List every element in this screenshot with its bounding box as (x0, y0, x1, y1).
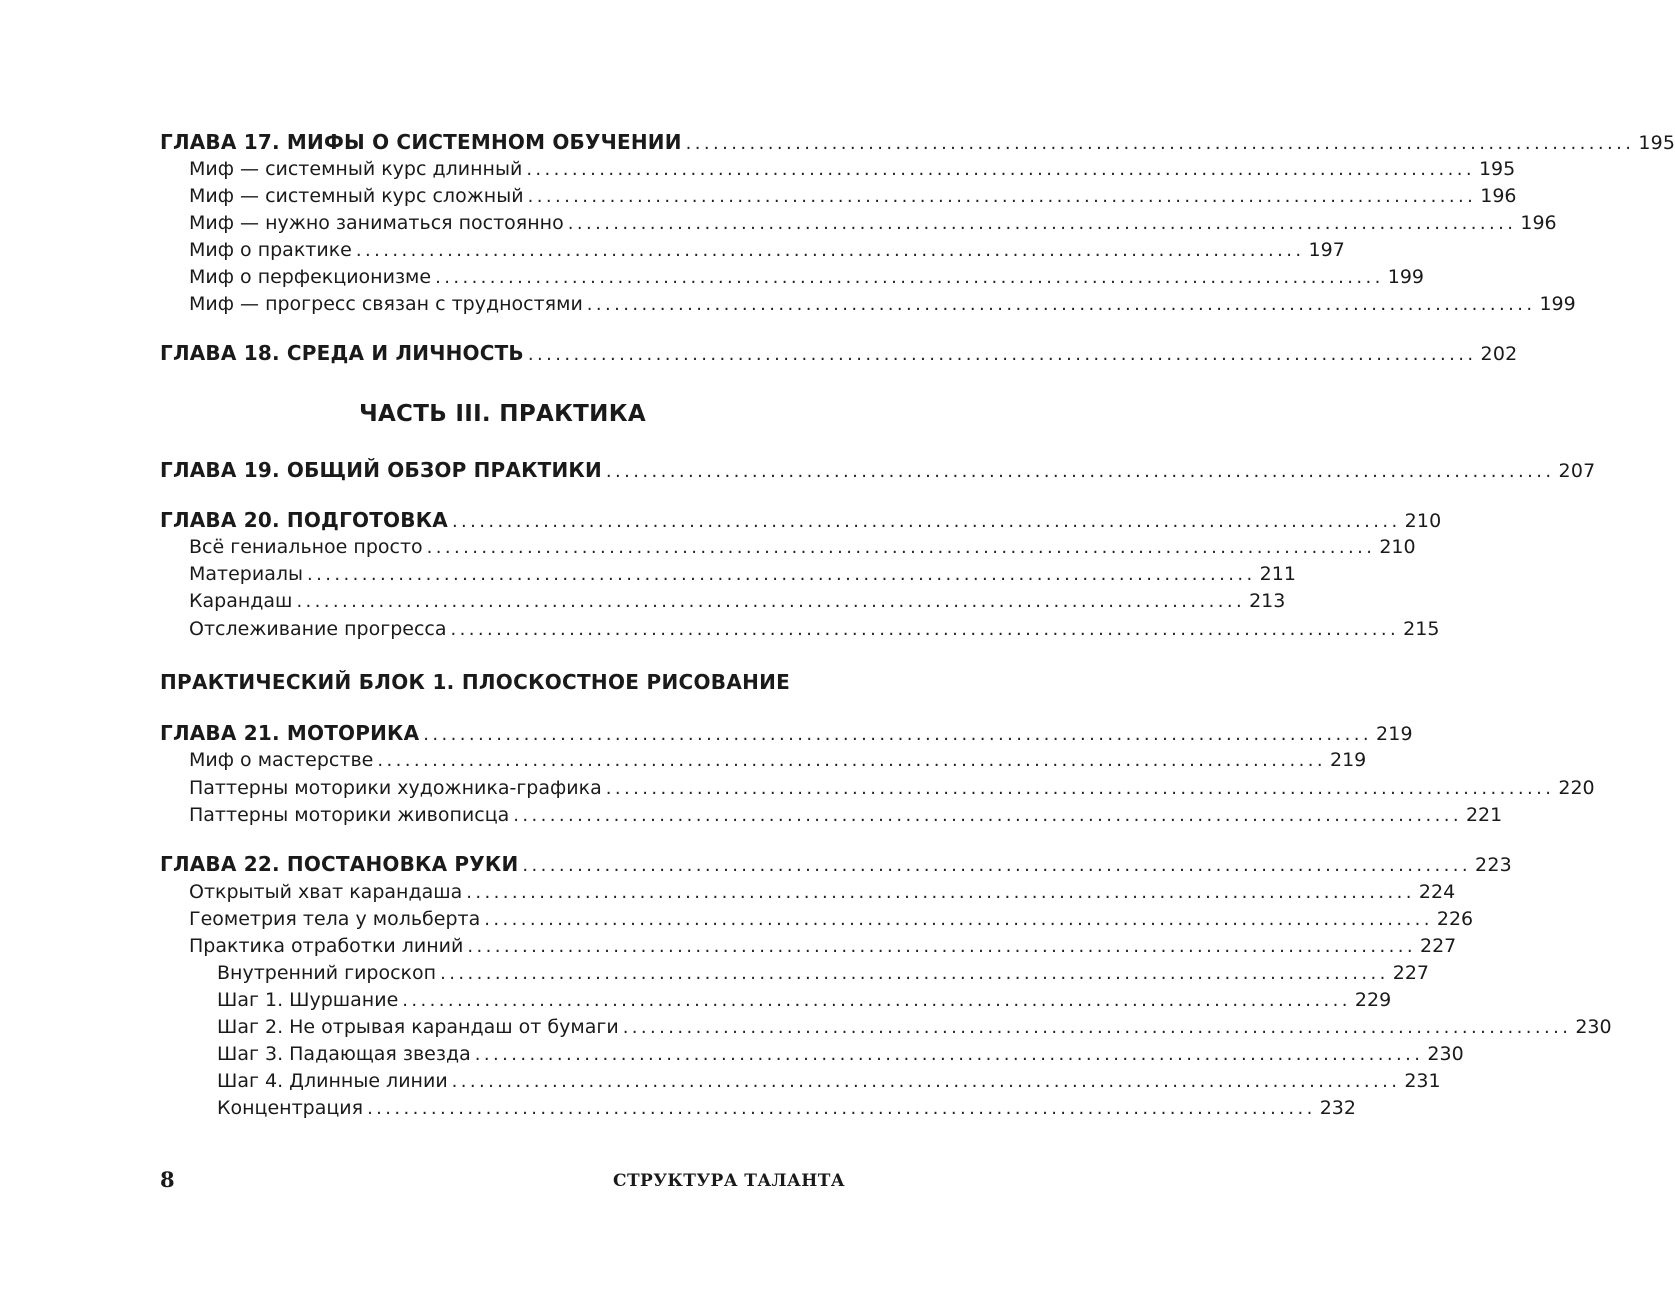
footer-page-number: 8 (160, 1167, 175, 1192)
leader-dots: ........................................................................................................ (467, 936, 1416, 957)
leader-dots: ........................................................................................................ (526, 159, 1475, 180)
toc-title: ГЛАВА 22. ПОСТАНОВКА РУКИ (160, 852, 519, 876)
leader-dots: ........................................................................................................ (355, 240, 1305, 261)
toc-title: Карандаш (189, 590, 293, 612)
toc-page-number: 232 (1319, 1097, 1356, 1119)
toc-title: Миф — системный курс длинный (189, 158, 523, 180)
toc-title: Практика отработки линий (189, 935, 464, 957)
toc-title: Шаг 1. Шуршание (217, 989, 399, 1011)
toc-entry[interactable] (160, 235, 1345, 265)
toc-page-number: 197 (1308, 239, 1345, 261)
toc-subentry[interactable] (160, 1039, 1464, 1069)
toc-title: Паттерны моторики художника-графика (189, 777, 602, 799)
toc-title: Паттерны моторики живописца (189, 804, 510, 826)
toc-title: Концентрация (217, 1097, 364, 1119)
toc-page-number: 196 (1520, 212, 1557, 234)
toc-chapter-20[interactable] (160, 505, 1442, 535)
toc-page-number: 199 (1387, 266, 1424, 288)
leader-dots: ........................................................................................................ (423, 724, 1372, 745)
toc-page-number: 230 (1427, 1043, 1464, 1065)
toc-title: Миф о перфекционизме (189, 266, 432, 288)
leader-dots: ........................................................................................................ (567, 213, 1517, 234)
toc-entry[interactable] (160, 289, 1576, 319)
block-heading: ПРАКТИЧЕСКИЙ БЛОК 1. ПЛОСКОСТНОЕ РИСОВАНИЕ (160, 670, 791, 694)
toc-entry[interactable] (160, 877, 1456, 907)
leader-dots: ........................................................................................................ (307, 564, 1256, 585)
toc-entry[interactable] (160, 745, 1367, 775)
toc-entry[interactable] (160, 773, 1595, 803)
toc-entry[interactable] (160, 262, 1424, 292)
toc-page-number: 196 (1480, 185, 1517, 207)
leader-dots: ........................................................................................................ (527, 344, 1477, 365)
toc-entry[interactable] (160, 559, 1296, 589)
toc-entry[interactable] (160, 614, 1440, 644)
toc-title: Миф о практике (189, 239, 352, 261)
leader-dots: ........................................................................................................ (451, 511, 1401, 532)
toc-page-number: 223 (1475, 854, 1512, 876)
toc-page-number: 211 (1259, 563, 1296, 585)
leader-dots: ........................................................................................................ (377, 750, 1326, 771)
toc-entry[interactable] (160, 904, 1474, 934)
toc-page-number: 210 (1379, 536, 1416, 558)
toc-page-number: 202 (1480, 343, 1518, 365)
toc-page-number: 221 (1465, 804, 1503, 826)
toc-subentry[interactable] (160, 985, 1392, 1015)
leader-dots: ........................................................................................................ (466, 882, 1415, 903)
toc-chapter-19[interactable] (160, 455, 1596, 485)
toc-subentry[interactable] (160, 958, 1430, 988)
toc-entry[interactable] (160, 931, 1457, 961)
toc-title: Шаг 2. Не отрывая карандаш от бумаги (217, 1016, 619, 1038)
toc-title: ГЛАВА 21. МОТОРИКА (160, 721, 420, 745)
page-footer (160, 1167, 845, 1197)
toc-title: ГЛАВА 18. СРЕДА И ЛИЧНОСТЬ (160, 341, 524, 365)
leader-dots: ........................................................................................................ (522, 855, 1472, 876)
toc-page-number: 207 (1558, 460, 1596, 482)
toc-page-number: 226 (1436, 908, 1474, 930)
leader-dots: ........................................................................................................ (527, 186, 1477, 207)
toc-entry[interactable] (160, 181, 1517, 211)
leader-dots: ........................................................................................................ (605, 778, 1555, 799)
toc-title: Миф — системный курс сложный (189, 185, 524, 207)
toc-page-number: 227 (1392, 962, 1430, 984)
toc-title: Геометрия тела у мольберта (189, 908, 481, 930)
toc-page-number: 224 (1418, 881, 1456, 903)
leader-dots: ........................................................................................................ (296, 591, 1246, 612)
leader-dots: ........................................................................................................ (367, 1098, 1316, 1119)
toc-page-number: 230 (1575, 1016, 1612, 1038)
leader-dots: ........................................................................................................ (484, 909, 1433, 930)
footer-book-title: СТРУКТУРА ТАЛАНТА (613, 1171, 845, 1191)
leader-dots: ........................................................................................................ (450, 619, 1400, 640)
leader-dots: ........................................................................................................ (474, 1044, 1424, 1065)
toc-page-number: 199 (1539, 293, 1576, 315)
toc-page-number: 215 (1403, 618, 1440, 640)
toc-title: Материалы (189, 563, 303, 585)
leader-dots: ........................................................................................................ (402, 990, 1351, 1011)
toc-title: Шаг 3. Падающая звезда (217, 1043, 471, 1065)
toc-subentry[interactable] (160, 1093, 1356, 1123)
leader-dots: ........................................................................................................ (435, 267, 1384, 288)
toc-subentry[interactable] (160, 1012, 1612, 1042)
toc-title: ГЛАВА 19. ОБЩИЙ ОБЗОР ПРАКТИКИ (160, 458, 602, 482)
toc-title: Шаг 4. Длинные линии (217, 1070, 448, 1092)
toc-page-number: 229 (1354, 989, 1392, 1011)
leader-dots: ........................................................................................................ (513, 805, 1462, 826)
toc-title: Миф о мастерстве (189, 749, 374, 771)
toc-title: ГЛАВА 17. МИФЫ О СИСТЕМНОМ ОБУЧЕНИИ (160, 130, 682, 154)
toc-page-number: 220 (1558, 777, 1595, 799)
toc-chapter-22[interactable] (160, 849, 1512, 879)
toc-page-number: 195 (1478, 158, 1516, 180)
toc-page-number: 231 (1404, 1070, 1441, 1092)
toc-title: Миф — нужно заниматься постоянно (189, 212, 564, 234)
toc-entry[interactable] (160, 208, 1557, 238)
toc-page-number: 227 (1419, 935, 1457, 957)
toc-page-number: 210 (1404, 510, 1442, 532)
leader-dots: ........................................................................................................ (605, 461, 1555, 482)
toc-title: Внутренний гироскоп (217, 962, 437, 984)
toc-chapter-18[interactable] (160, 338, 1518, 368)
toc-title: Миф — прогресс связан с трудностями (189, 293, 583, 315)
toc-entry[interactable] (160, 800, 1503, 830)
toc-page-number: 195 (1638, 132, 1675, 154)
toc-page-number: 213 (1249, 590, 1286, 612)
toc-title: Всё гениальное просто (189, 536, 423, 558)
toc-entry[interactable] (160, 586, 1286, 616)
toc-page-number: 219 (1330, 749, 1367, 771)
toc-title: Открытый хват карандаша (189, 881, 463, 903)
leader-dots: ........................................................................................................ (685, 133, 1635, 154)
leader-dots: ........................................................................................................ (426, 537, 1376, 558)
toc-title: Отслеживание прогресса (189, 618, 447, 640)
toc-page-number: 219 (1375, 723, 1413, 745)
leader-dots: ........................................................................................................ (440, 963, 1389, 984)
leader-dots: ........................................................................................................ (586, 294, 1536, 315)
leader-dots: ........................................................................................................ (451, 1071, 1401, 1092)
part-heading: ЧАСТЬ III. ПРАКТИКА (359, 401, 646, 427)
toc-entry[interactable] (160, 154, 1516, 184)
toc-chapter-21[interactable] (160, 718, 1413, 748)
toc-title: ГЛАВА 20. ПОДГОТОВКА (160, 508, 448, 532)
toc-subentry[interactable] (160, 1066, 1441, 1096)
leader-dots: ........................................................................................................ (622, 1017, 1572, 1038)
toc-chapter-17[interactable] (160, 127, 1675, 157)
toc-entry[interactable] (160, 532, 1416, 562)
